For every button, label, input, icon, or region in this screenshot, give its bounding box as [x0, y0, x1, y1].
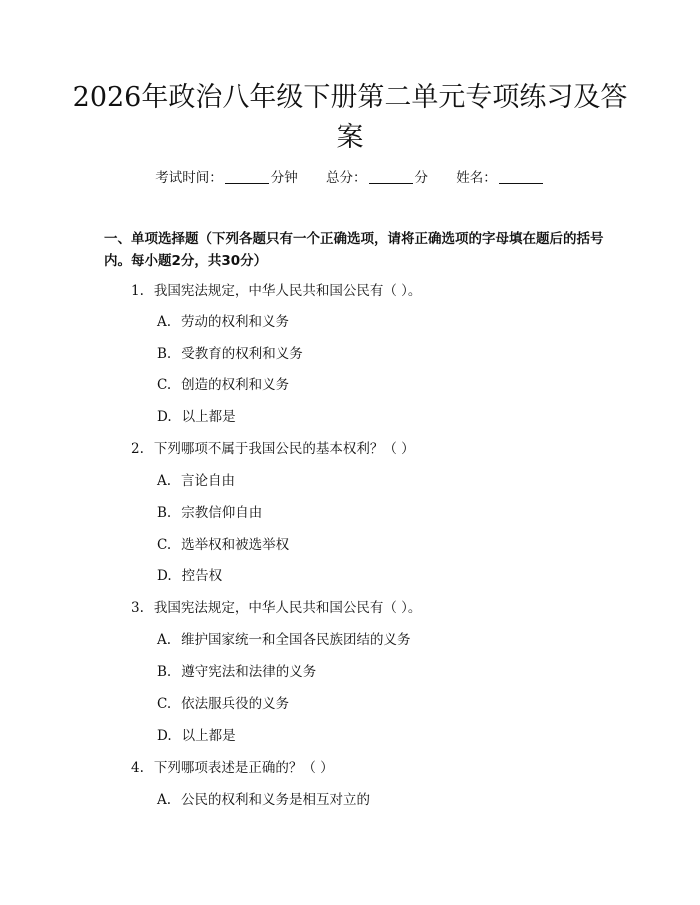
- option-label: A.: [157, 632, 172, 648]
- option-text: 劳动的权利和义务: [181, 314, 290, 330]
- option-text: 创造的权利和义务: [181, 377, 290, 393]
- option-text: 宗教信仰自由: [181, 505, 263, 521]
- question-number: 2.: [131, 441, 144, 457]
- option-text: 维护国家统一和全国各民族团结的义务: [181, 632, 411, 648]
- option-label: D.: [157, 568, 172, 584]
- name-label: 姓名：: [456, 170, 497, 186]
- option-label: A.: [157, 473, 172, 489]
- question-text: 下列哪项表述是正确的？（ ）: [153, 760, 334, 776]
- section-heading: 一、单项选择题（下列各题只有一个正确选项，请将正确选项的字母填在题后的括号内。每小题2分，共30分）: [104, 231, 604, 269]
- option-text: 言论自由: [181, 473, 236, 489]
- time-blank: [225, 169, 269, 184]
- option-3a: [157, 631, 411, 649]
- question-1: [131, 282, 421, 300]
- exam-meta: [0, 168, 700, 188]
- option-text: 以上都是: [181, 728, 236, 744]
- option-label: B.: [157, 346, 172, 362]
- question-text: 我国宪法规定，中华人民共和国公民有（ ）。: [153, 283, 422, 299]
- option-text: 控告权: [181, 568, 223, 584]
- score-unit: 分: [414, 170, 428, 186]
- option-label: C.: [157, 537, 172, 553]
- option-1d: [157, 408, 236, 426]
- option-text: 遵守宪法和法律的义务: [181, 664, 317, 680]
- question-2: [131, 440, 415, 458]
- option-label: D.: [157, 409, 172, 425]
- option-1c: [157, 376, 289, 394]
- option-3b: [157, 663, 316, 681]
- option-3d: [157, 727, 236, 745]
- name-field: [456, 168, 545, 188]
- option-text: 选举权和被选举权: [181, 537, 290, 553]
- option-text: 依法服兵役的义务: [181, 696, 290, 712]
- option-3c: [157, 695, 289, 713]
- question-number: 1.: [131, 283, 144, 299]
- option-label: C.: [157, 377, 172, 393]
- option-text: 公民的权利和义务是相互对立的: [181, 792, 371, 808]
- option-2a: [157, 472, 235, 490]
- question-4: [131, 759, 334, 777]
- option-label: B.: [157, 505, 172, 521]
- question-text: 我国宪法规定，中华人民共和国公民有（ ）。: [153, 600, 422, 616]
- option-1a: [157, 313, 289, 331]
- option-1b: [157, 345, 303, 363]
- time-label: 考试时间：: [155, 170, 223, 186]
- option-label: C.: [157, 696, 172, 712]
- page-title: 2026年政治八年级下册第二单元专项练习及答案: [72, 82, 628, 153]
- option-4a: [157, 791, 370, 809]
- option-text: 受教育的权利和义务: [181, 346, 303, 362]
- option-text: 以上都是: [181, 409, 236, 425]
- question-number: 3.: [131, 600, 144, 616]
- option-2d: [157, 567, 222, 585]
- score-label: 总分：: [326, 170, 367, 186]
- question-3: [131, 599, 421, 617]
- time-field: [155, 168, 298, 188]
- option-label: D.: [157, 728, 172, 744]
- time-unit: 分钟: [270, 170, 298, 186]
- option-label: B.: [157, 664, 172, 680]
- name-blank: [499, 169, 543, 184]
- option-label: A.: [157, 792, 172, 808]
- score-field: [326, 168, 428, 188]
- option-2b: [157, 504, 262, 522]
- option-2c: [157, 536, 289, 554]
- score-blank: [369, 169, 413, 184]
- question-number: 4.: [131, 760, 144, 776]
- option-label: A.: [157, 314, 172, 330]
- question-text: 下列哪项不属于我国公民的基本权利？（ ）: [153, 441, 415, 457]
